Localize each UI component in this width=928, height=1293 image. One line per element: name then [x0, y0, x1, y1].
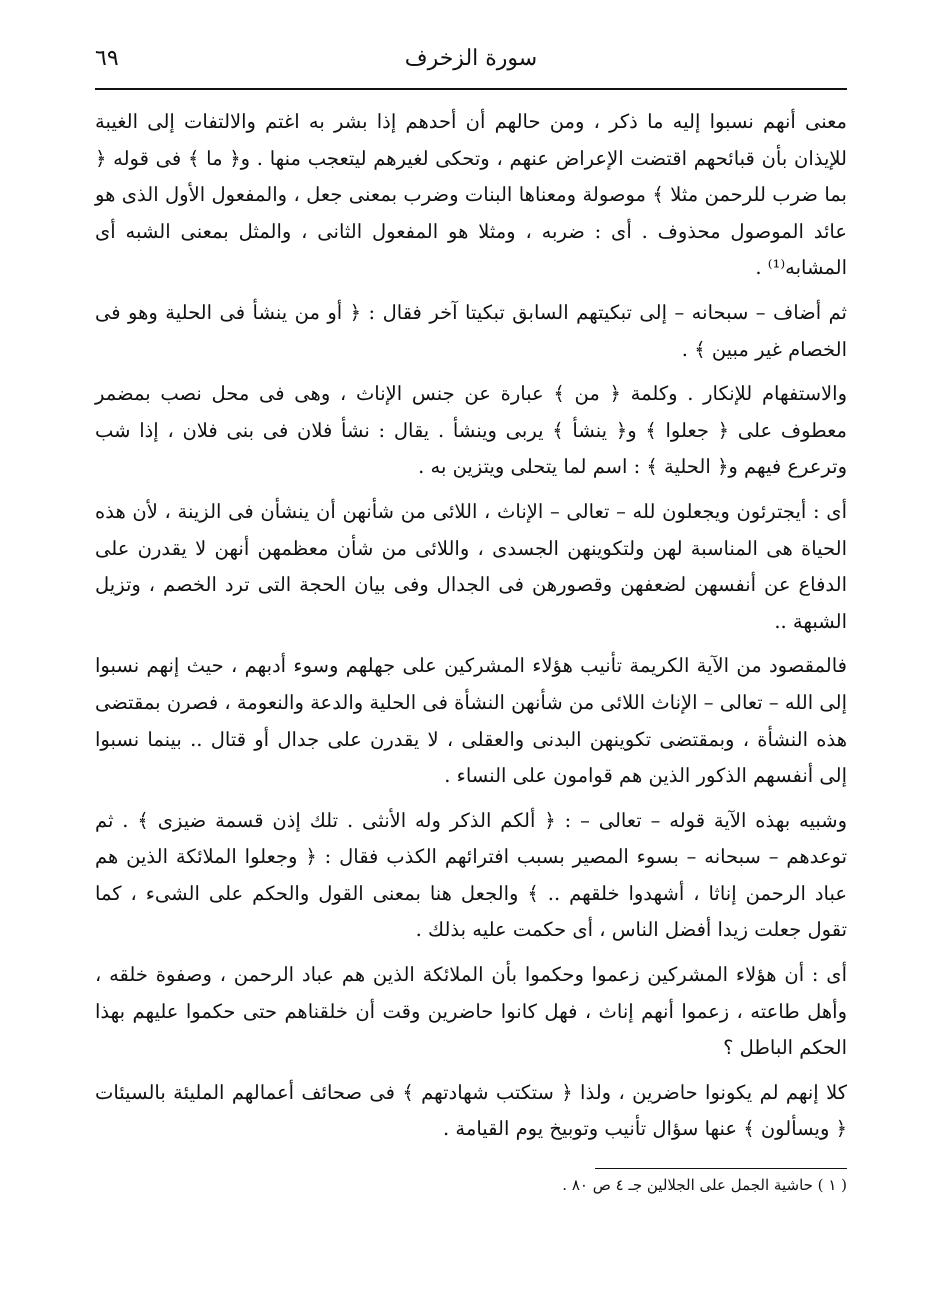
- page-header: [95, 40, 847, 90]
- paragraph: أى : أن هؤلاء المشركين زعموا وحكموا بأن الملائكة الذين هم عباد الرحمن ، وصفوة خلقه ، وأهل طاعته ، زعموا أنهم إناث ، فهل كانوا حاضرين وقت أن خلقناهم حتى حكموا عليهم بهذا الحكم الباطل ؟: [95, 963, 847, 1060]
- paragraph: معنى أنهم نسبوا إليه ما ذكر ، ومن حالهم أن أحدهم إذا بشر به اغتم والالتفات إلى الغيبة للإيذان بأن قبائحهم اقتضت الإعراض عنهم ، وتحكى لغيرهم ليتعجب منها . و﴿ ما ﴾ فى قوله ﴿ بما ضرب للرحمن مثلا ﴾ موصولة ومعناها البنات وضرب بمعنى جعل ، والمفعول الأول الذى هو عائد الموصول محذوف . أى : ضربه ، ومثلا هو المفعول الثانى ، والمثل بمعنى الشبه أى المشابه⁽¹⁾ .: [95, 110, 847, 280]
- paragraph: فالمقصود من الآية الكريمة تأنيب هؤلاء المشركين على جهلهم وسوء أدبهم ، حيث إنهم نسبوا إلى الله – تعالى – الإناث اللائى من شأنهن النشأة فى الحلية والدعة والنعومة ، فصرن بمقتضى هذه النشأة ، وبمقتضى تكوينهن البدنى والعقلى ، لا يقدرن على جدال أو قتال .. بينما نسبوا إلى أنفسهم الذكور الذين هم قوامون على النساء .: [95, 654, 847, 788]
- paragraph: ثم أضاف – سبحانه – إلى تبكيتهم السابق تبكيتا آخر فقال : ﴿ أو من ينشأ فى الحلية وهو فى الخصام غير مبين ﴾ .: [95, 300, 847, 361]
- body-text: [95, 104, 847, 1156]
- footnote: ( ١ ) حاشية الجمل على الجلالين جـ ٤ ص ٨٠ .: [562, 1176, 847, 1194]
- paragraph: والاستفهام للإنكار . وكلمة ﴿ من ﴾ عبارة عن جنس الإناث ، وهى فى محل نصب بمضمر معطوف على ﴿ جعلوا ﴾ و﴿ ينشأ ﴾ يربى وينشأ . يقال : نشأ فلان فى بنى فلان ، إذا شب وترعرع فيهم و﴿ الحلية ﴾ : اسم لما يتحلى ويتزين به .: [95, 382, 847, 479]
- footnote-divider: [595, 1168, 847, 1169]
- paragraph: وشبيه بهذه الآية قوله – تعالى – : ﴿ ألكم الذكر وله الأنثى . تلك إذن قسمة ضيزى ﴾ . ثم توعدهم – سبحانه – بسوء المصير بسبب افترائهم الكذب فقال : ﴿ وجعلوا الملائكة الذين هم عباد الرحمن إناثا ، أشهدوا خلقهم .. ﴾ والجعل هنا بمعنى القول والحكم على الشىء ، كما تقول جعلت زيدا أفضل الناس ، أى حكمت عليه بذلك .: [95, 808, 847, 942]
- paragraph: أى : أيجترئون ويجعلون لله – تعالى – الإناث ، اللائى من شأنهن أن ينشأن فى الزينة ، لأن هذه الحياة هى المناسبة لهن ولتكوينهن الجسدى ، واللائى من شأن معظمهن أنهن لا يقدرن على الدفاع عن أنفسهن لضعفهن وقصورهن فى الجدال وفى بيان الحجة التى ترد الخصم ، وتزيل الشبهة ..: [95, 499, 847, 633]
- surah-title: سورة الزخرف: [404, 46, 538, 71]
- page-number: ٦٩: [95, 46, 119, 71]
- paragraph: كلا إنهم لم يكونوا حاضرين ، ولذا ﴿ ستكتب شهادتهم ﴾ فى صحائف أعمالهم المليئة بالسيئات ﴿ ويسألون ﴾ عنها سؤال تأنيب وتوبيخ يوم القيامة .: [95, 1080, 847, 1141]
